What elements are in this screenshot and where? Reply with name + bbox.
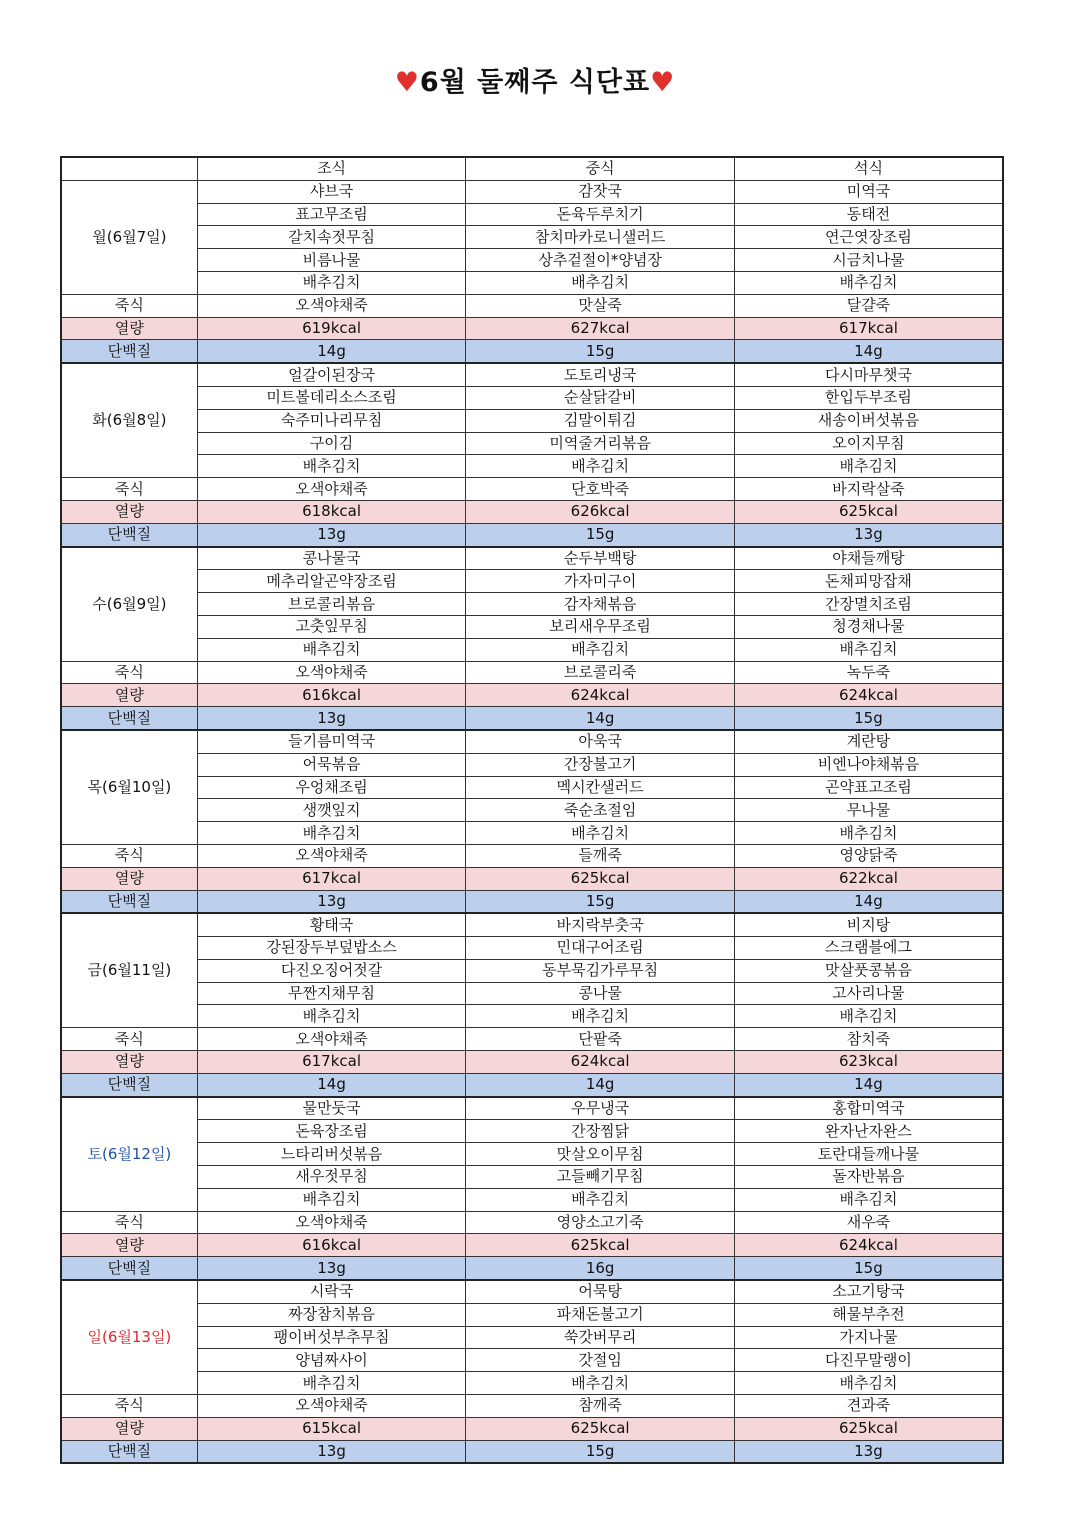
dish-row	[61, 776, 1003, 799]
dish-cell: 비름나물	[197, 249, 466, 272]
meal-plan-table	[60, 156, 1004, 1464]
protein-cell: 14g	[734, 1073, 1003, 1096]
dish-row	[61, 730, 1003, 753]
dish-row	[61, 1372, 1003, 1395]
porridge-row	[61, 1028, 1003, 1051]
protein-cell: 15g	[466, 340, 735, 363]
dish-cell: 배추김치	[734, 638, 1003, 661]
kcal-cell: 617kcal	[197, 867, 466, 890]
porridge-cell: 오색야채죽	[197, 1211, 466, 1234]
kcal-cell: 619kcal	[197, 317, 466, 340]
kcal-cell: 616kcal	[197, 1234, 466, 1257]
dish-cell: 순살닭갈비	[466, 386, 735, 409]
dish-cell: 다시마무챗국	[734, 363, 1003, 386]
porridge-cell: 영양닭죽	[734, 844, 1003, 867]
protein-cell: 13g	[197, 707, 466, 730]
kcal-cell: 624kcal	[466, 1051, 735, 1074]
porridge-label: 죽식	[61, 1028, 197, 1051]
dish-cell: 시락국	[197, 1280, 466, 1303]
dish-row	[61, 271, 1003, 294]
porridge-cell: 오색야채죽	[197, 294, 466, 317]
kcal-cell: 622kcal	[734, 867, 1003, 890]
dish-cell: 돈채피망잡채	[734, 570, 1003, 593]
dish-cell: 배추김치	[197, 1372, 466, 1395]
dish-cell: 고들빼기무침	[466, 1166, 735, 1189]
dish-cell: 맛살풋콩볶음	[734, 959, 1003, 982]
dish-cell: 다진오징어젓갈	[197, 959, 466, 982]
dish-cell: 동태전	[734, 203, 1003, 226]
kcal-label: 열량	[61, 500, 197, 523]
porridge-cell: 참깨죽	[466, 1395, 735, 1418]
dish-cell: 브로콜리볶음	[197, 593, 466, 616]
dish-cell: 배추김치	[197, 822, 466, 845]
porridge-cell: 참치죽	[734, 1028, 1003, 1051]
kcal-cell: 615kcal	[197, 1417, 466, 1440]
dish-cell: 배추김치	[466, 455, 735, 478]
dish-row	[61, 547, 1003, 570]
kcal-cell: 618kcal	[197, 500, 466, 523]
kcal-cell: 625kcal	[466, 1417, 735, 1440]
protein-cell: 13g	[197, 523, 466, 546]
dish-row	[61, 226, 1003, 249]
corner-cell	[61, 157, 197, 180]
dish-row	[61, 1326, 1003, 1349]
dish-row	[61, 1280, 1003, 1303]
porridge-cell: 오색야채죽	[197, 1395, 466, 1418]
kcal-row	[61, 1234, 1003, 1257]
kcal-label: 열량	[61, 1234, 197, 1257]
dish-cell: 어묵볶음	[197, 753, 466, 776]
dish-row	[61, 1303, 1003, 1326]
dish-row	[61, 1143, 1003, 1166]
dish-row	[61, 455, 1003, 478]
dish-cell: 돌자반볶음	[734, 1166, 1003, 1189]
dish-cell: 돈육장조림	[197, 1120, 466, 1143]
day-label: 일(6월13일)	[61, 1280, 197, 1394]
protein-cell: 14g	[197, 1073, 466, 1096]
dish-cell: 강된장두부덮밥소스	[197, 937, 466, 960]
dish-row	[61, 593, 1003, 616]
dish-cell: 생깻잎지	[197, 799, 466, 822]
dish-cell: 배추김치	[466, 1372, 735, 1395]
kcal-row	[61, 1417, 1003, 1440]
porridge-cell: 들깨죽	[466, 844, 735, 867]
dish-cell: 아욱국	[466, 730, 735, 753]
dish-cell: 소고기탕국	[734, 1280, 1003, 1303]
protein-cell: 13g	[734, 523, 1003, 546]
protein-cell: 14g	[466, 1073, 735, 1096]
heart-icon: ♥	[650, 67, 676, 98]
kcal-cell: 623kcal	[734, 1051, 1003, 1074]
dish-cell: 얼갈이된장국	[197, 363, 466, 386]
dish-cell: 해물부추전	[734, 1303, 1003, 1326]
protein-label: 단백질	[61, 340, 197, 363]
dish-row	[61, 249, 1003, 272]
dish-cell: 배추김치	[734, 1372, 1003, 1395]
protein-cell: 13g	[734, 1440, 1003, 1463]
meal-plan-body	[61, 180, 1003, 1463]
kcal-cell: 625kcal	[734, 1417, 1003, 1440]
dish-cell: 연근엿장조림	[734, 226, 1003, 249]
dish-cell: 들기름미역국	[197, 730, 466, 753]
porridge-label: 죽식	[61, 844, 197, 867]
dish-row	[61, 1097, 1003, 1120]
dish-cell: 배추김치	[197, 271, 466, 294]
dish-cell: 계란탕	[734, 730, 1003, 753]
dish-cell: 미트볼데리소스조림	[197, 386, 466, 409]
protein-label: 단백질	[61, 890, 197, 913]
dish-cell: 배추김치	[734, 822, 1003, 845]
dish-row	[61, 638, 1003, 661]
dish-cell: 샤브국	[197, 180, 466, 203]
porridge-row	[61, 661, 1003, 684]
protein-cell: 14g	[197, 340, 466, 363]
kcal-label: 열량	[61, 1417, 197, 1440]
header-lunch: 중식	[466, 157, 735, 180]
page-title-text: 6월 둘째주 식단표	[419, 67, 651, 98]
dish-cell: 간장찜닭	[466, 1120, 735, 1143]
protein-label: 단백질	[61, 523, 197, 546]
kcal-row	[61, 317, 1003, 340]
porridge-row	[61, 1395, 1003, 1418]
dish-row	[61, 615, 1003, 638]
dish-cell: 청경채나물	[734, 615, 1003, 638]
protein-row	[61, 1257, 1003, 1280]
dish-cell: 맛살오이무침	[466, 1143, 735, 1166]
dish-row	[61, 180, 1003, 203]
porridge-cell: 단호박죽	[466, 478, 735, 501]
dish-cell: 황태국	[197, 913, 466, 936]
dish-cell: 배추김치	[734, 455, 1003, 478]
dish-cell: 보리새우무조림	[466, 615, 735, 638]
dish-cell: 도토리냉국	[466, 363, 735, 386]
header-dinner: 석식	[734, 157, 1003, 180]
protein-cell: 14g	[734, 340, 1003, 363]
dish-cell: 배추김치	[466, 638, 735, 661]
dish-cell: 갈치속젓무침	[197, 226, 466, 249]
dish-cell: 콩나물	[466, 982, 735, 1005]
kcal-cell: 627kcal	[466, 317, 735, 340]
protein-cell: 14g	[734, 890, 1003, 913]
dish-cell: 배추김치	[197, 1005, 466, 1028]
dish-cell: 죽순초절임	[466, 799, 735, 822]
heart-icon: ♥	[394, 67, 420, 98]
dish-cell: 감잣국	[466, 180, 735, 203]
porridge-cell: 오색야채죽	[197, 844, 466, 867]
protein-label: 단백질	[61, 1073, 197, 1096]
porridge-cell: 견과죽	[734, 1395, 1003, 1418]
dish-cell: 양념짜사이	[197, 1349, 466, 1372]
dish-cell: 완자난자완스	[734, 1120, 1003, 1143]
dish-row	[61, 982, 1003, 1005]
dish-cell: 파채돈불고기	[466, 1303, 735, 1326]
dish-cell: 참치마카로니샐러드	[466, 226, 735, 249]
dish-row	[61, 363, 1003, 386]
header-row	[61, 157, 1003, 180]
dish-row	[61, 1188, 1003, 1211]
dish-cell: 김말이튀김	[466, 409, 735, 432]
dish-cell: 감자채볶음	[466, 593, 735, 616]
porridge-label: 죽식	[61, 1395, 197, 1418]
kcal-label: 열량	[61, 684, 197, 707]
dish-cell: 배추김치	[734, 271, 1003, 294]
porridge-cell: 오색야채죽	[197, 1028, 466, 1051]
porridge-label: 죽식	[61, 661, 197, 684]
dish-row	[61, 799, 1003, 822]
dish-cell: 배추김치	[197, 638, 466, 661]
dish-cell: 야채들깨탕	[734, 547, 1003, 570]
kcal-label: 열량	[61, 867, 197, 890]
kcal-cell: 626kcal	[466, 500, 735, 523]
dish-row	[61, 1005, 1003, 1028]
dish-row	[61, 753, 1003, 776]
protein-cell: 15g	[466, 890, 735, 913]
dish-cell: 우무냉국	[466, 1097, 735, 1120]
protein-row	[61, 523, 1003, 546]
protein-label: 단백질	[61, 707, 197, 730]
kcal-cell: 624kcal	[466, 684, 735, 707]
dish-cell: 물만둣국	[197, 1097, 466, 1120]
protein-row	[61, 1073, 1003, 1096]
header-breakfast: 조식	[197, 157, 466, 180]
protein-label: 단백질	[61, 1440, 197, 1463]
porridge-cell: 녹두죽	[734, 661, 1003, 684]
dish-cell: 배추김치	[734, 1005, 1003, 1028]
dish-cell: 상추겉절이*양념장	[466, 249, 735, 272]
kcal-label: 열량	[61, 317, 197, 340]
day-label: 금(6월11일)	[61, 913, 197, 1027]
porridge-cell: 단팥죽	[466, 1028, 735, 1051]
dish-cell: 배추김치	[466, 271, 735, 294]
kcal-cell: 616kcal	[197, 684, 466, 707]
dish-row	[61, 937, 1003, 960]
porridge-row	[61, 294, 1003, 317]
kcal-cell: 625kcal	[466, 867, 735, 890]
porridge-row	[61, 1211, 1003, 1234]
dish-cell: 다진무말랭이	[734, 1349, 1003, 1372]
porridge-row	[61, 478, 1003, 501]
dish-cell: 민대구어조림	[466, 937, 735, 960]
kcal-row	[61, 684, 1003, 707]
dish-cell: 무짠지채무침	[197, 982, 466, 1005]
dish-cell: 가지나물	[734, 1326, 1003, 1349]
porridge-cell: 달걀죽	[734, 294, 1003, 317]
dish-cell: 새송이버섯볶음	[734, 409, 1003, 432]
dish-cell: 미역줄거리볶음	[466, 432, 735, 455]
porridge-cell: 영양소고기죽	[466, 1211, 735, 1234]
kcal-cell: 617kcal	[734, 317, 1003, 340]
dish-cell: 비엔나야채볶음	[734, 753, 1003, 776]
dish-row	[61, 386, 1003, 409]
dish-cell: 숙주미나리무침	[197, 409, 466, 432]
kcal-cell: 617kcal	[197, 1051, 466, 1074]
dish-cell: 간장불고기	[466, 753, 735, 776]
dish-cell: 스크램블에그	[734, 937, 1003, 960]
dish-cell: 가자미구이	[466, 570, 735, 593]
protein-cell: 15g	[466, 1440, 735, 1463]
dish-cell: 곤약표고조림	[734, 776, 1003, 799]
dish-cell: 한입두부조림	[734, 386, 1003, 409]
porridge-label: 죽식	[61, 478, 197, 501]
day-label: 월(6월7일)	[61, 180, 197, 294]
dish-cell: 쑥갓버무리	[466, 1326, 735, 1349]
dish-cell: 순두부백탕	[466, 547, 735, 570]
porridge-label: 죽식	[61, 294, 197, 317]
kcal-row	[61, 867, 1003, 890]
dish-row	[61, 959, 1003, 982]
dish-cell: 배추김치	[734, 1188, 1003, 1211]
dish-cell: 시금치나물	[734, 249, 1003, 272]
dish-cell: 어묵탕	[466, 1280, 735, 1303]
dish-row	[61, 570, 1003, 593]
porridge-cell: 바지락살죽	[734, 478, 1003, 501]
dish-cell: 배추김치	[466, 1188, 735, 1211]
kcal-cell: 625kcal	[466, 1234, 735, 1257]
dish-cell: 토란대들깨나물	[734, 1143, 1003, 1166]
kcal-row	[61, 500, 1003, 523]
porridge-cell: 새우죽	[734, 1211, 1003, 1234]
dish-cell: 배추김치	[466, 822, 735, 845]
dish-cell: 갓절임	[466, 1349, 735, 1372]
dish-cell: 배추김치	[466, 1005, 735, 1028]
dish-cell: 바지락부춧국	[466, 913, 735, 936]
dish-cell: 돈육두루치기	[466, 203, 735, 226]
kcal-cell: 625kcal	[734, 500, 1003, 523]
dish-cell: 구이김	[197, 432, 466, 455]
day-label: 목(6월10일)	[61, 730, 197, 844]
dish-cell: 우엉채조림	[197, 776, 466, 799]
protein-cell: 14g	[466, 707, 735, 730]
porridge-cell: 맛살죽	[466, 294, 735, 317]
dish-cell: 미역국	[734, 180, 1003, 203]
protein-cell: 13g	[197, 1257, 466, 1280]
kcal-cell: 624kcal	[734, 1234, 1003, 1257]
kcal-label: 열량	[61, 1051, 197, 1074]
kcal-cell: 624kcal	[734, 684, 1003, 707]
dish-cell: 오이지무침	[734, 432, 1003, 455]
porridge-cell: 브로콜리죽	[466, 661, 735, 684]
dish-cell: 비지탕	[734, 913, 1003, 936]
dish-cell: 느타리버섯볶음	[197, 1143, 466, 1166]
day-label: 화(6월8일)	[61, 363, 197, 477]
protein-row	[61, 707, 1003, 730]
dish-row	[61, 1166, 1003, 1189]
day-label: 토(6월12일)	[61, 1097, 197, 1211]
protein-label: 단백질	[61, 1257, 197, 1280]
dish-cell: 콩나물국	[197, 547, 466, 570]
protein-cell: 13g	[197, 890, 466, 913]
dish-cell: 멕시칸샐러드	[466, 776, 735, 799]
porridge-cell: 오색야채죽	[197, 478, 466, 501]
dish-row	[61, 432, 1003, 455]
dish-cell: 새우젓무침	[197, 1166, 466, 1189]
protein-cell: 15g	[466, 523, 735, 546]
dish-cell: 배추김치	[197, 1188, 466, 1211]
protein-row	[61, 890, 1003, 913]
dish-cell: 동부묵김가루무침	[466, 959, 735, 982]
dish-cell: 메추리알곤약장조림	[197, 570, 466, 593]
protein-row	[61, 1440, 1003, 1463]
dish-row	[61, 203, 1003, 226]
porridge-cell: 오색야채죽	[197, 661, 466, 684]
protein-cell: 16g	[466, 1257, 735, 1280]
dish-cell: 홍합미역국	[734, 1097, 1003, 1120]
protein-cell: 15g	[734, 707, 1003, 730]
dish-row	[61, 913, 1003, 936]
dish-cell: 고춧잎무침	[197, 615, 466, 638]
dish-cell: 고사리나물	[734, 982, 1003, 1005]
protein-cell: 15g	[734, 1257, 1003, 1280]
dish-cell: 짜장참치볶음	[197, 1303, 466, 1326]
dish-row	[61, 822, 1003, 845]
dish-row	[61, 1349, 1003, 1372]
dish-cell: 배추김치	[197, 455, 466, 478]
porridge-row	[61, 844, 1003, 867]
page-title	[0, 60, 1070, 99]
dish-cell: 무나물	[734, 799, 1003, 822]
dish-cell: 간장멸치조림	[734, 593, 1003, 616]
dish-cell: 표고무조림	[197, 203, 466, 226]
dish-row	[61, 1120, 1003, 1143]
protein-cell: 13g	[197, 1440, 466, 1463]
dish-cell: 팽이버섯부추무침	[197, 1326, 466, 1349]
day-label: 수(6월9일)	[61, 547, 197, 661]
protein-row	[61, 340, 1003, 363]
porridge-label: 죽식	[61, 1211, 197, 1234]
dish-row	[61, 409, 1003, 432]
kcal-row	[61, 1051, 1003, 1074]
